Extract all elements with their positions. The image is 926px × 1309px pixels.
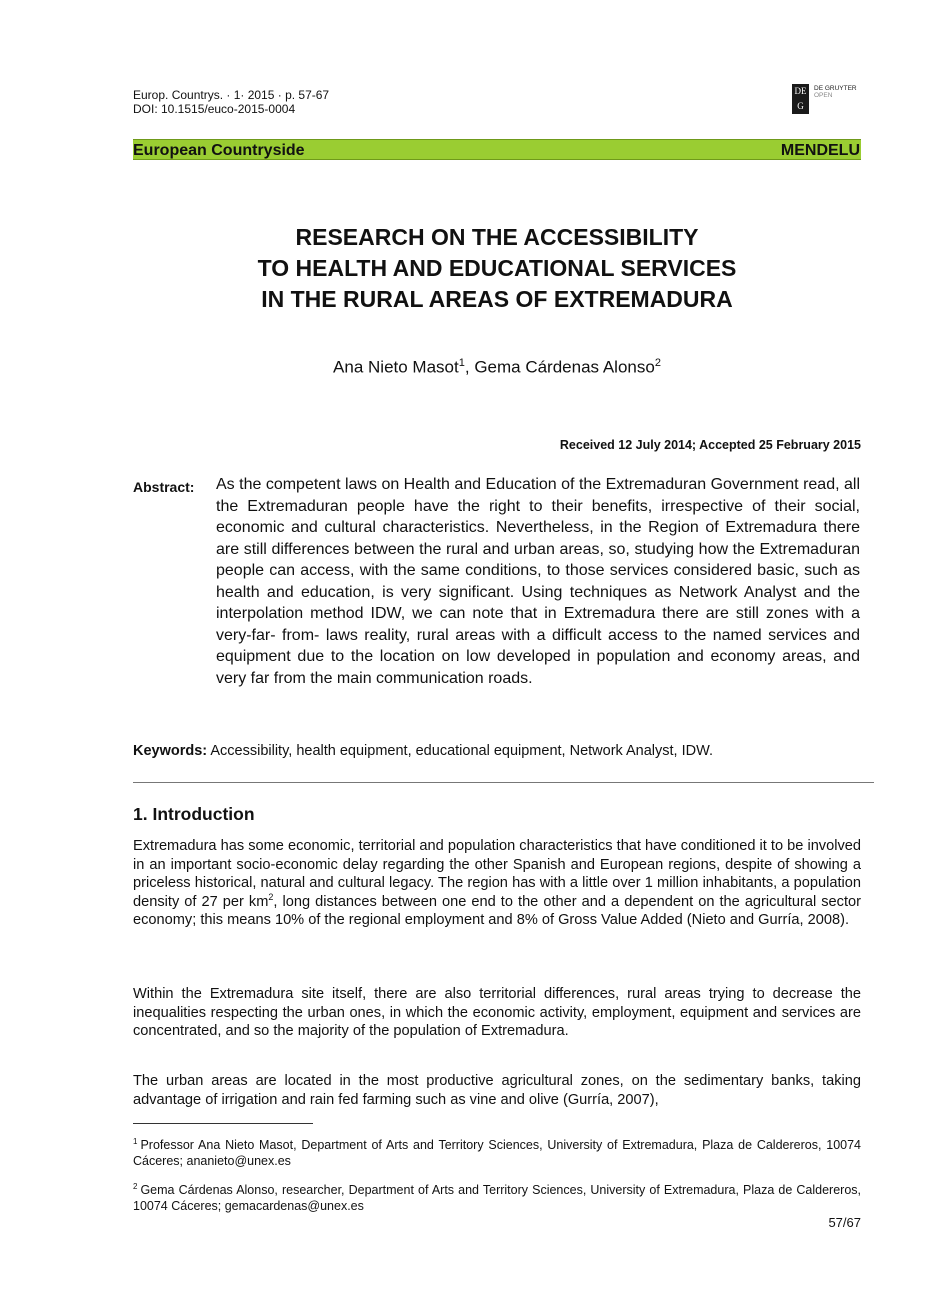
received-dates: Received 12 July 2014; Accepted 25 February 2015 bbox=[559, 438, 861, 452]
author-1: Ana Nieto Masot bbox=[333, 357, 459, 377]
paragraph-2: Within the Extremadura site itself, there are also territorial differences, rural areas trying to decrease the inequalities respecting the urban ones, in which the economic activity, employment, equipment and services are concentrated, and so the majority of the population of Extremadura. bbox=[133, 986, 861, 1039]
journal-meta bbox=[133, 88, 329, 116]
publisher-logo-text: DE GRUYTER OPEN bbox=[814, 85, 857, 99]
superscript-2: 2 bbox=[268, 891, 274, 902]
paragraph-3: The urban areas are located in the most productive agricultural zones, on the sedimentary banks, taking advantage of irrigation and rain fed farming such as vine and olive (Gurría, 2007), bbox=[133, 1073, 861, 1108]
title-line-3: IN THE RURAL AREAS OF EXTREMADURA bbox=[261, 286, 733, 312]
keywords-label: Keywords: bbox=[133, 743, 208, 759]
banner-journal-name: European Countryside bbox=[133, 142, 305, 159]
journal-doi: DOI: 10.1515/euco-2015-0004 bbox=[133, 102, 296, 116]
abstract-text: As the competent laws on Health and Education of the Extremaduran Government read, all the Extremaduran people have the right to their benefits, irrespective of their social, economic and cultural characteristics. Nevertheless, in the Region of Extremadura there are still differences between the rural and urban areas, so, studying how the Extremaduran people can access, with the same conditions, to those services considered basic, such as health and education, is very significant. Using techniques as Network Analyst and the interpolation method IDW, we can note that in Extremadura there are still zones with a very-far- from- laws reality, rural areas with a difficult access to the named services and equipment due to the location on low developed in population and economy areas, and very far from the main communication roads. bbox=[216, 476, 860, 687]
banner-publisher: MENDELU bbox=[780, 142, 860, 159]
title-line-2: TO HEALTH AND EDUCATIONAL SERVICES bbox=[257, 255, 737, 281]
paragraph-1: Extremadura has some economic, territorial and population characteristics that have conditioned it to be involved in an important socio-economic delay regarding the other Spanish and European regions, despite of showing a priceless historical, natural and cultural legacy. The region has with a little over 1 million inhabitants, a population density of 27 per $km^2$, long distances between one end to the other and a dependent on the agricultural sector economy; this means 10% of the regional employment and 8% of Gross Value Added (Nieto and Gurría, 2008). bbox=[133, 838, 861, 928]
footnote-1: $^1$ Professor Ana Nieto Masot, Department of Arts and Territory Sciences, University of Extremadura, Plaza de Caldereros, 10074 Cáceres; ananieto@unex.es bbox=[133, 1136, 861, 1168]
section-heading: 1. Introduction bbox=[133, 804, 255, 824]
title-line-1: RESEARCH ON THE ACCESSIBILITY bbox=[295, 224, 699, 250]
author-1-footnote-mark: 1 bbox=[458, 357, 465, 369]
author-list: Ana Nieto Masot$^1$, Gema Cárdenas Alonso$^2$ bbox=[333, 357, 661, 377]
author-2: Gema Cárdenas Alonso bbox=[474, 357, 655, 377]
de-gruyter-logo-icon: DE G bbox=[792, 84, 809, 114]
author-2-footnote-mark: 2 bbox=[654, 357, 661, 369]
journal-banner bbox=[133, 139, 861, 160]
keywords-text: Accessibility, health equipment, educational equipment, Network Analyst, IDW. bbox=[207, 743, 714, 759]
footnote-separator bbox=[133, 1123, 313, 1124]
paper-title bbox=[133, 222, 861, 315]
abstract-label: Abstract: bbox=[133, 479, 195, 495]
keywords bbox=[133, 741, 861, 761]
journal-citation: Europ. Countrys. · 1· 2015 · p. 57-67 bbox=[133, 88, 330, 102]
page-number: 57/67 bbox=[828, 1215, 861, 1230]
section-divider bbox=[133, 782, 874, 783]
footnote-2: $^2$ Gema Cárdenas Alonso, researcher, Department of Arts and Territory Sciences, University of Extremadura, Plaza de Caldereros, 10074 Cáceres; gemacardenas@unex.es bbox=[133, 1181, 861, 1213]
